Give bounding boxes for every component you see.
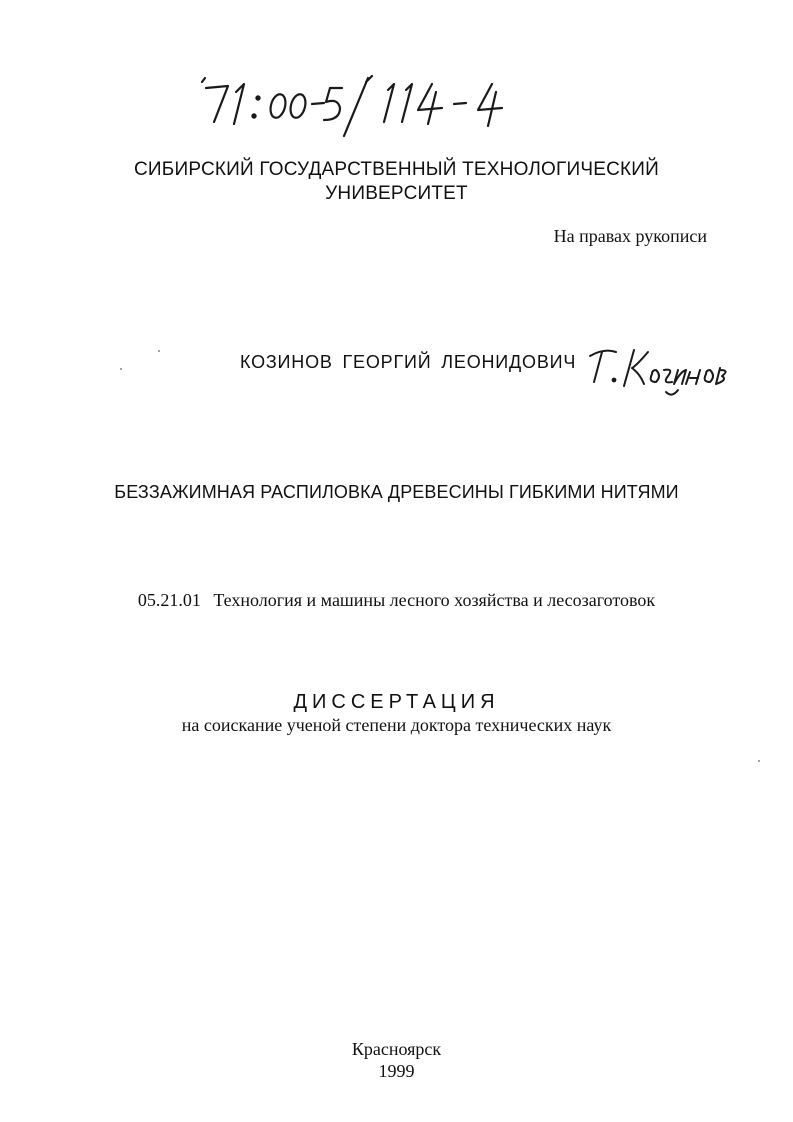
place-year <box>0 1038 793 1082</box>
place: Красноярск <box>351 1039 442 1059</box>
author-name: КОЗИНОВ ГЕОРГИЙ ЛЕОНИДОВИЧ <box>240 352 577 372</box>
university-line-2: УНИВЕРСИТЕТ <box>325 183 468 204</box>
specialty-code: 05.21.01 <box>137 590 201 610</box>
scan-speck <box>120 368 122 370</box>
university-line-1: СИБИРСКИЙ ГОСУДАРСТВЕННЫЙ ТЕХНОЛОГИЧЕСКИЙ <box>134 159 659 180</box>
author-row <box>0 350 793 410</box>
year: 1999 <box>378 1061 415 1081</box>
scan-speck <box>758 760 760 762</box>
author-signature <box>582 340 742 400</box>
specialty <box>0 590 793 611</box>
scan-speck <box>158 350 160 352</box>
dissertation-heading: ДИССЕРТАЦИЯ <box>293 691 500 713</box>
dissertation-title: БЕЗЗАЖИМНАЯ РАСПИЛОВКА ДРЕВЕСИНЫ ГИБКИМИ НИТЯМИ <box>114 482 679 502</box>
dissertation-subtitle: на соискание ученой степени доктора технических наук <box>181 715 612 735</box>
rights-note: На правах рукописи <box>553 226 707 246</box>
university-name <box>0 158 793 206</box>
dissertation-block <box>0 690 793 736</box>
specialty-name: Технология и машины лесного хозяйства и лесозаготовок <box>213 590 656 610</box>
archive-number-handwritten <box>196 70 516 150</box>
